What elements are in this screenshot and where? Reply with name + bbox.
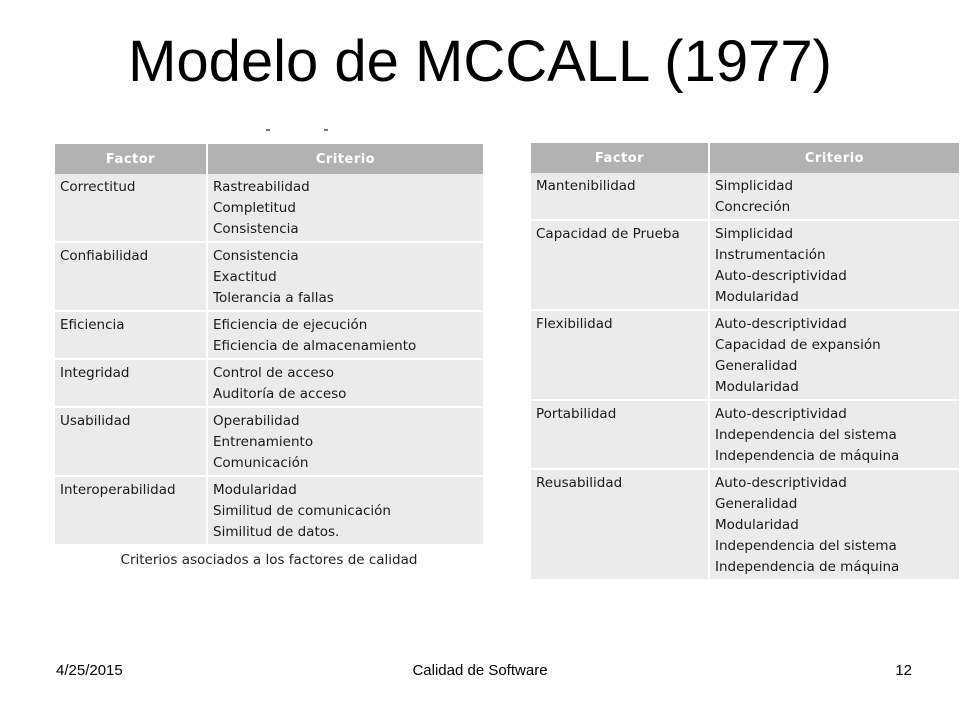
page-number: 12 <box>895 662 912 679</box>
factor-cell: Mantenibilidad <box>531 173 709 220</box>
table-header-row <box>531 143 959 173</box>
factor-cell: Correctitud <box>55 174 207 242</box>
header-factor: Factor <box>531 143 709 173</box>
factor-cell: Eficiencia <box>55 311 207 359</box>
factor-cell: Confiabilidad <box>55 242 207 311</box>
criterio-cell: Control de acceso Auditoría de acceso <box>207 359 483 407</box>
factor-cell: Flexibilidad <box>531 310 709 400</box>
criterio-cell: Eficiencia de ejecución Eficiencia de almacenamiento <box>207 311 483 359</box>
decorative-marks <box>262 125 332 135</box>
factor-criteria-table-right <box>531 143 959 581</box>
criterio-cell: Operabilidad Entrenamiento Comunicación <box>207 407 483 476</box>
criterio-cell: Rastreabilidad Completitud Consistencia <box>207 174 483 242</box>
factor-criteria-table-left <box>55 144 483 546</box>
criterio-cell: Simplicidad Concreción <box>709 173 959 220</box>
table-row <box>55 311 483 359</box>
factor-cell: Usabilidad <box>55 407 207 476</box>
table-row <box>55 407 483 476</box>
table-row <box>531 173 959 220</box>
slide-title: Modelo de MCCALL (1977) <box>128 29 832 94</box>
table-header-row <box>55 144 483 174</box>
criterio-cell: Modularidad Similitud de comunicación Similitud de datos. <box>207 476 483 545</box>
table-row <box>531 220 959 310</box>
factor-cell: Portabilidad <box>531 400 709 469</box>
header-factor: Factor <box>55 144 207 174</box>
criterio-cell: Auto-descriptividad Capacidad de expansión Generalidad Modularidad <box>709 310 959 400</box>
header-criterio: Criterio <box>709 143 959 173</box>
table-row <box>55 174 483 242</box>
factor-cell: Capacidad de Prueba <box>531 220 709 310</box>
table-caption: Criterios asociados a los factores de calidad <box>120 552 418 568</box>
table-row <box>55 359 483 407</box>
footer-date: 4/25/2015 <box>56 662 123 679</box>
factor-cell: Interoperabilidad <box>55 476 207 545</box>
table-row <box>531 469 959 580</box>
criterio-cell: Simplicidad Instrumentación Auto-descriptividad Modularidad <box>709 220 959 310</box>
table-row <box>531 310 959 400</box>
table-row <box>55 242 483 311</box>
factor-cell: Reusabilidad <box>531 469 709 580</box>
header-criterio: Criterio <box>207 144 483 174</box>
criterio-cell: Consistencia Exactitud Tolerancia a fallas <box>207 242 483 311</box>
table-row <box>55 476 483 545</box>
criterio-cell: Auto-descriptividad Independencia del sistema Independencia de máquina <box>709 400 959 469</box>
factor-cell: Integridad <box>55 359 207 407</box>
table-row <box>531 400 959 469</box>
criterio-cell: Auto-descriptividad Generalidad Modularidad Independencia del sistema Independencia de máquina <box>709 469 959 580</box>
footer-title: Calidad de Software <box>412 662 548 679</box>
